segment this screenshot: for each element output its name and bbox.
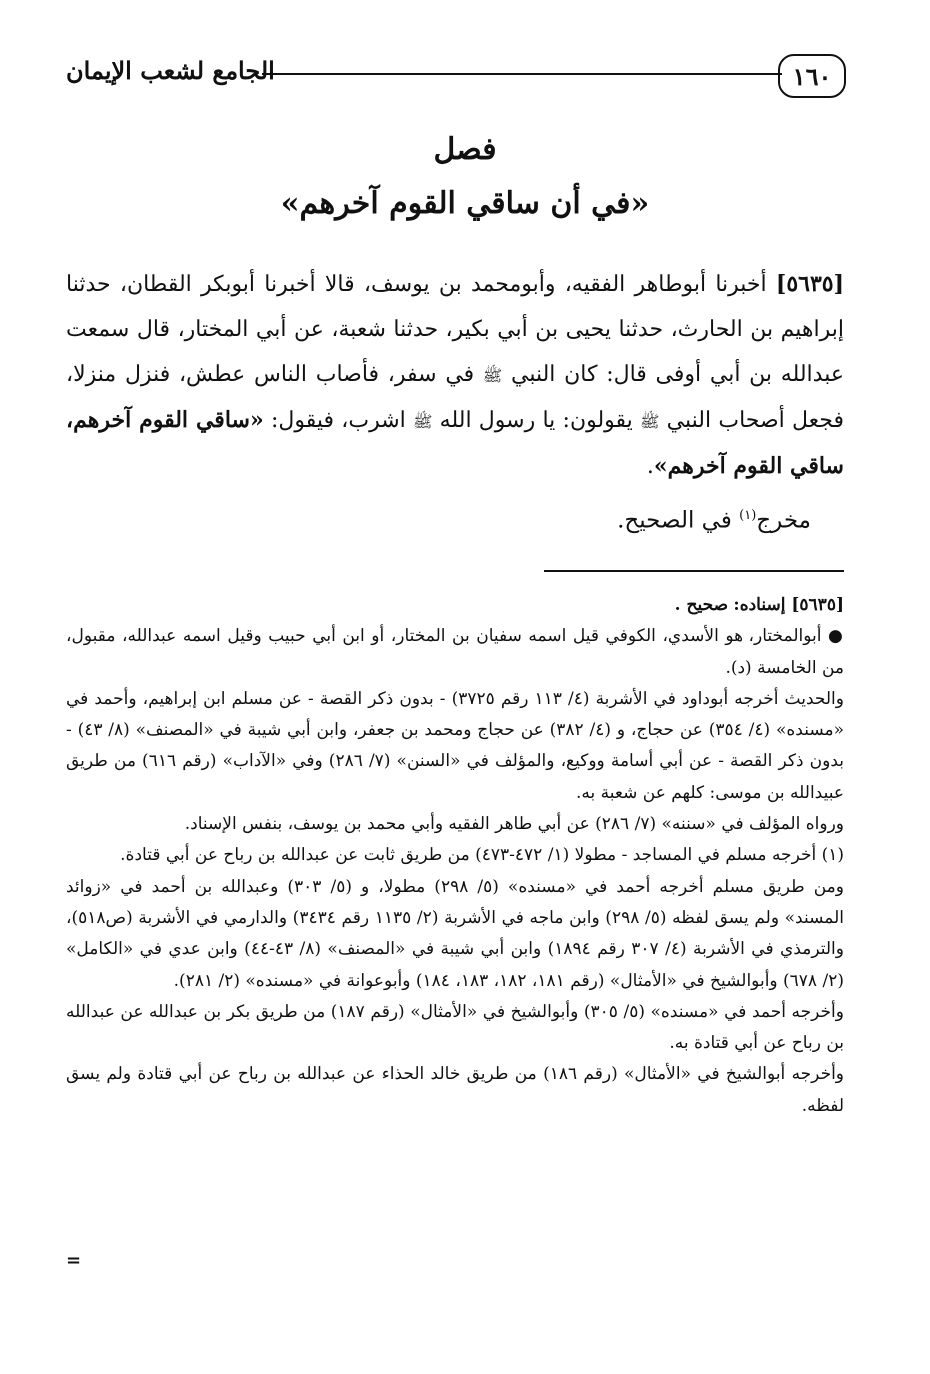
hadith-quote: «ساقي القوم آخرهم، ساقي القوم آخرهم» [66,407,844,479]
salutation-glyph: ﷺ [640,412,660,431]
isnad-label: [٥٦٣٥] إسناده: [733,595,844,615]
hadith-number: [٥٦٣٥] [775,271,844,297]
page-number: ١٦٠ [792,61,832,91]
footnote-ahmad: وأخرجه أحمد في «مسنده» (٥/ ٣٠٥) وأبوالشيخ في «الأمثال» (رقم ١٨٧) من طريق بكر بن عبدالله عن عبدالله بن رباح عن أبي قتادة به. [66,1001,844,1054]
footnote-author: ورواه المؤلف في «سننه» (٧/ ٢٨٦) عن أبي طاهر الفقيه وأبي محمد بن يوسف، بنفس الإسناد. [184,814,844,835]
hadith-text-part: يقولون: يا رسول الله [439,408,633,433]
page-number-badge [778,54,846,98]
salutation-glyph: ﷺ [413,412,433,431]
hadith-text-part: في سفر، فأصاب الناس عطش، فنزل منزلا، فجعل أصحاب النبي [66,362,845,433]
hadith-text [66,262,844,489]
section-heading: فصل [433,132,497,167]
takhrij-line [66,494,811,543]
footnote-hadith: والحديث أخرجه أبوداود في الأشربة (٤/ ١١٣ رقم ٣٧٢٥) - بدون ذكر القصة - عن مسلم ابن إبراهيم، وأحمد في «مسنده» (٤/ ٣٥٤) عن حجاج، و (٤/ ٣٨٢) عن حجاج ومحمد بن جعفر، وابن أبي شيبة في «المصنف» (٨/ ٤٣) - بدون ذكر القصة - عن أبي أسامة ووكيع، والمؤلف في «السنن» (٧/ ٢٨٦) وفي «الآداب» (رقم ٦١٦) من طريق عبيدالله بن موسى: كلهم عن شعبة به. [66,688,845,803]
footnotes [66,590,844,1122]
hadith-end: . [646,454,654,479]
footnote-1: (١) أخرجه مسلم في المساجد - مطولا (١/ ٤٧٢-٤٧٣) من طريق ثابت عن عبدالله بن رباح عن أبي قتادة. [120,845,844,866]
continuation-mark: = [66,1250,82,1271]
bullet-icon: ● [828,626,844,647]
narrator-note: أبوالمختار، هو الأسدي، الكوفي قيل اسمه سفيان بن المختار، أو ابن أبي حبيب وقيل اسمه عبدالله، مقبول، من الخامسة (د). [66,626,844,678]
running-title: الجامع لشعب الإيمان [66,56,275,85]
footnote-isnad [66,590,844,621]
footnote-rule [544,570,844,572]
footnote-muslim: ومن طريق مسلم أخرجه أحمد في «مسنده» (٥/ ٢٩٨) مطولا، و (٥/ ٣٠٣) وعبدالله بن أحمد في «زوائد المسند» ولم يسق لفظه (٥/ ٢٩٨) وابن ماجه في الأشربة (٢/ ١١٣٥ رقم ٣٤٣٤) والدارمي في الأشربة (ص٥١٨)، والترمذي في الأشربة (٤/ ٣٠٧ رقم ١٨٩٤) وابن أبي شيبة في «المصنف» (٨/ ٤٣-٤٤) وابن عدي في «الكامل» (٢/ ٦٧٨) وأبوالشيخ في «الأمثال» (رقم ١٨١، ١٨٢، ١٨٣، ١٨٤) وأبوعوانة في «مسنده» (٢/ ٢٨١). [66,876,845,991]
footnote-abushaykh: وأخرجه أبوالشيخ في «الأمثال» (رقم ١٨٦) من طريق خالد الحذاء عن عبدالله بن رباح عن أبي قتادة ولم يسق لفظه. [66,1064,845,1116]
salutation-glyph: ﷺ [482,366,503,385]
hadith-text-part: اشرب، فيقول: [270,408,406,433]
section-subheading: «في أن ساقي القوم آخرهم» [280,186,650,221]
takhrij-pre: مخرج [756,507,811,534]
isnad-value: صحيح . [674,595,729,615]
footnote-narrator [66,621,844,684]
hadith-text-part: أخبرنا أبوطاهر الفقيه، وأبومحمد بن يوسف، قالا أخبرنا أبوبكر القطان، حدثنا إبراهيم بن الحارث، حدثنا يحيى بن أبي بكير، حدثنا شعبة، عن أبي المختار، قال سمعت عبدالله بن أبي أوفى قال: كان النبي [66,272,844,387]
footnote-ref: (١) [739,508,757,523]
header-rule [262,73,782,75]
takhrij-post: في الصحيح. [617,507,732,534]
hadith-paragraph [66,262,844,489]
